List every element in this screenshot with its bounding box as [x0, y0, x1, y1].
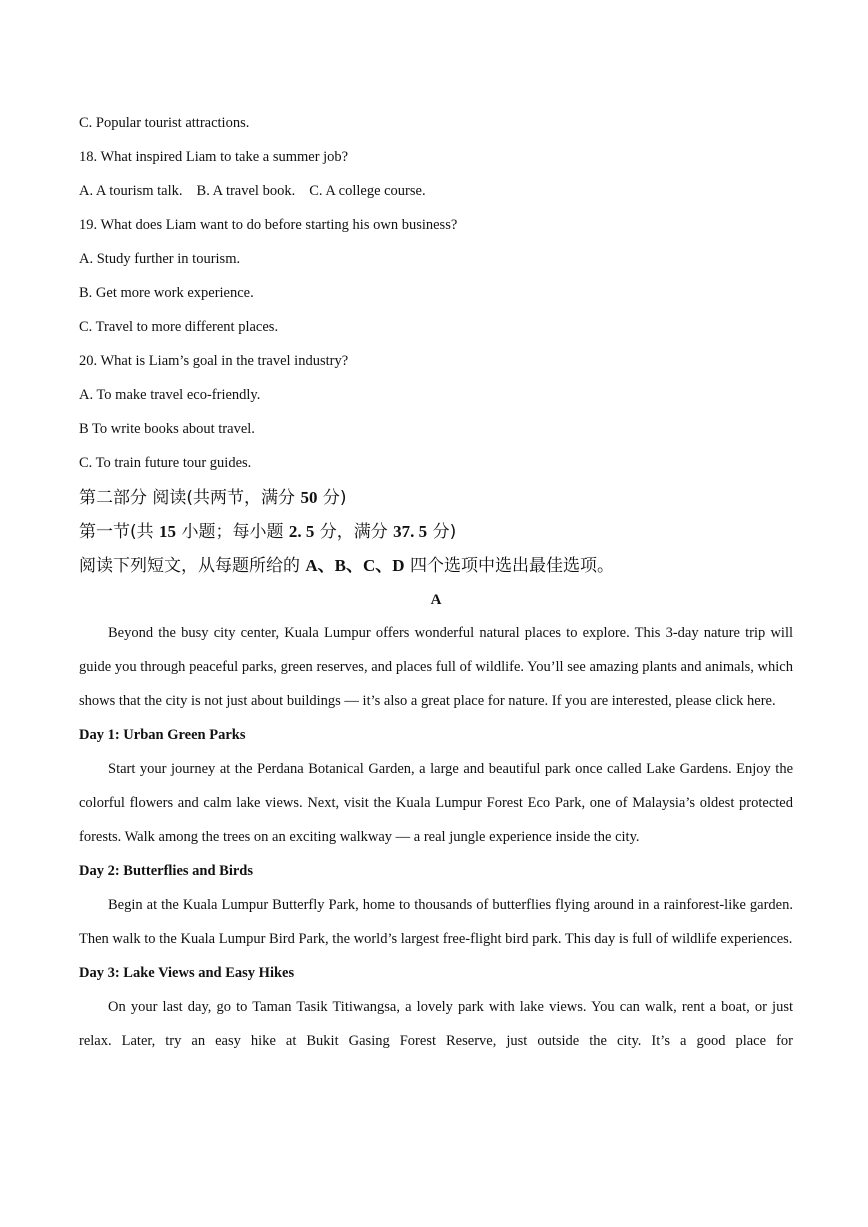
day3-text: On your last day, go to Taman Tasik Titiwangsa, a lovely park with lake views. You can walk, rent a boat, or just relax. Later, try an easy hike at Bukit Gasing Forest Reserve, just outside the city. It’s a good place for — [79, 999, 793, 1049]
passage-letter: A — [430, 592, 442, 608]
q17-option-c: C. Popular tourist attractions. — [79, 115, 250, 131]
q20-option-b: B To write books about travel. — [79, 421, 255, 437]
day2-title: Day 2: Butterflies and Birds — [79, 863, 253, 879]
q19-option-a: A. Study further in tourism. — [79, 251, 241, 267]
instructions — [79, 554, 793, 588]
q20-stem: 20. What is Liam’s goal in the travel industry? — [79, 353, 349, 369]
section-heading-end: 分) — [427, 522, 457, 542]
part-score: 50 — [300, 488, 318, 507]
q18-options — [79, 180, 793, 214]
section-total-score: 37. 5 — [393, 522, 428, 541]
section-heading-text: 第一节(共 — [79, 522, 160, 542]
passage-intro: Beyond the busy city center, Kuala Lumpur offers wonderful natural places to explore. This 3-day nature trip will guide you through peaceful parks, green reserves, and places full of wildlife. You’ll see amazing plants and animals, which shows that the city is not just about buildings — it’s also a great place for nature. If you are interested, please click here. — [79, 625, 793, 709]
section-heading — [79, 520, 793, 554]
q18-option-b: B. A travel book. — [196, 183, 296, 199]
day2-text: Begin at the Kuala Lumpur Butterfly Park, home to thousands of butterflies flying around in a rainforest-like garden. Then walk to the Kuala Lumpur Bird Park, the world’s largest free-flight bird park. This day is full of wildlife experiences. — [79, 897, 793, 947]
section-heading-mid1: 小题；每小题 — [176, 522, 289, 542]
part-heading-end: 分) — [317, 488, 347, 508]
document-page — [79, 112, 793, 1058]
section-each-score: 2. 5 — [288, 522, 315, 541]
day3-title: Day 3: Lake Views and Easy Hikes — [79, 965, 295, 981]
q20-option-c: C. To train future tour guides. — [79, 455, 252, 471]
q20-option-a: A. To make travel eco-friendly. — [79, 387, 261, 403]
q18-stem: 18. What inspired Liam to take a summer job? — [79, 149, 349, 165]
part-heading-text: 第二部分 阅读(共两节，满分 — [79, 488, 301, 508]
q18-option-a: A. A tourism talk. — [79, 183, 183, 199]
section-heading-mid2: 分，满分 — [314, 522, 394, 542]
q19-option-b: B. Get more work experience. — [79, 285, 254, 301]
q19-stem: 19. What does Liam want to do before starting his own business? — [79, 217, 458, 233]
q18-option-c: C. A college course. — [309, 183, 426, 199]
day1-title: Day 1: Urban Green Parks — [79, 727, 246, 743]
instructions-end: 四个选项中选出最佳选项。 — [404, 556, 614, 576]
day1-text: Start your journey at the Perdana Botanical Garden, a large and beautiful park once called Lake Gardens. Enjoy the colorful flowers and calm lake views. Next, visit the Kuala Lumpur Forest Eco Park, one of Malaysia’s oldest protected forests. Walk among the trees on an exciting walkway — a real jungle experience inside the city. — [79, 761, 793, 845]
instructions-text: 阅读下列短文，从每题所给的 — [79, 556, 306, 576]
q19-option-c: C. Travel to more different places. — [79, 319, 279, 335]
instructions-options: A、B、C、D — [305, 556, 405, 575]
section-count: 15 — [159, 522, 177, 541]
part-heading — [79, 486, 793, 520]
